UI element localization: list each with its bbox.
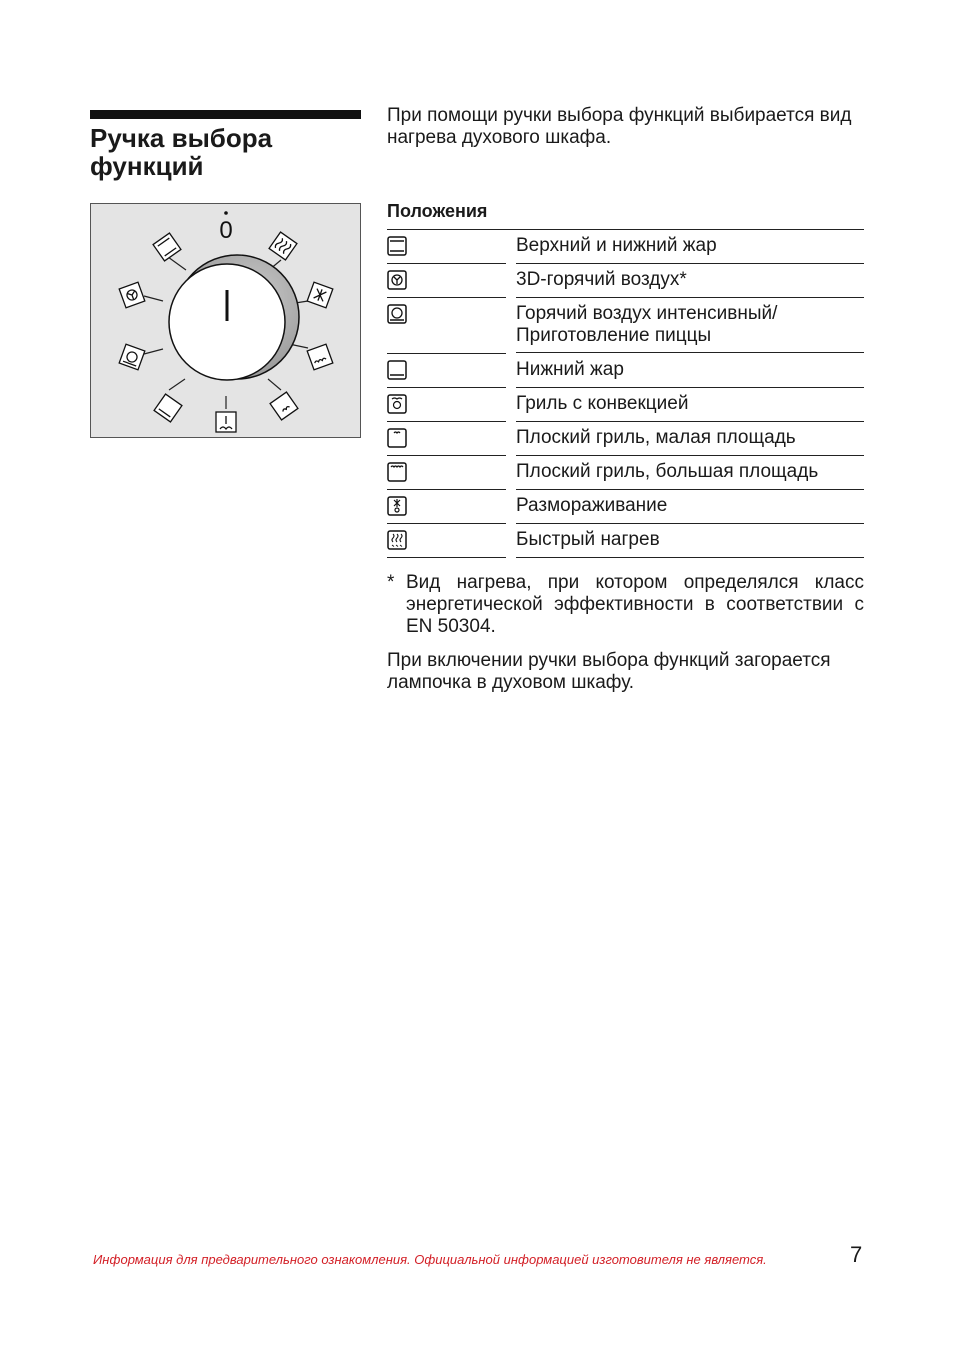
flat-grill-small-icon — [387, 428, 407, 448]
position-row — [387, 264, 864, 298]
dial-hot-air-intensive-icon — [119, 344, 145, 370]
footnote — [387, 572, 864, 638]
position-label: Плоский гриль, малая площадь — [516, 422, 864, 456]
top-bottom-heat-icon — [387, 236, 407, 256]
bottom-heat-icon — [387, 360, 407, 380]
section-title: Ручка выбора функций — [90, 123, 273, 181]
page-number: 7 — [850, 1242, 863, 1267]
position-row — [387, 524, 864, 558]
position-row — [387, 490, 864, 524]
knob-face[interactable] — [169, 264, 285, 380]
footnote-text: Вид нагрева, при котором определялся класс энергетической эффективности в соответствии с EN 50304. — [406, 572, 864, 637]
title-bar — [90, 110, 361, 119]
dial-grill-convection-icon — [216, 412, 236, 432]
dial-3d-hot-air-icon — [119, 282, 145, 308]
position-row — [387, 456, 864, 490]
grill-convection-icon — [387, 394, 407, 414]
position-label: Гриль с конвекцией — [516, 388, 864, 422]
position-label: Горячий воздух интенсивный/ Приготовление пиццы — [516, 298, 864, 353]
3d-hot-air-icon — [387, 270, 407, 290]
dial-rapid-heat-icon — [269, 232, 297, 260]
positions-heading: Положения — [387, 201, 488, 221]
position-label: Быстрый нагрев — [516, 524, 864, 558]
dial-flat-grill-large-icon — [307, 344, 333, 370]
hot-air-intensive-icon — [387, 304, 407, 324]
footer-disclaimer: Информация для предварительного ознакомления. Официальной информацией изготовителя не является. — [93, 1252, 767, 1267]
rapid-heat-icon — [387, 530, 407, 550]
position-row — [387, 422, 864, 456]
dial-flat-grill-small-icon — [270, 392, 298, 420]
position-label: Плоский гриль, большая площадь — [516, 456, 864, 490]
position-row — [387, 354, 864, 388]
dial-zero-mark: 0 — [219, 217, 233, 244]
function-dial-illustration — [90, 203, 361, 438]
dial-defrost-icon — [307, 282, 333, 308]
position-label: 3D-горячий воздух* — [516, 264, 864, 298]
footnote-mark: * — [387, 572, 395, 593]
position-row — [387, 230, 864, 264]
position-row — [387, 298, 864, 354]
flat-grill-large-icon — [387, 462, 407, 482]
position-label: Размораживание — [516, 490, 864, 524]
intro-text: При помощи ручки выбора функций выбирается вид нагрева духового шкафа. — [387, 105, 852, 148]
defrost-icon — [387, 496, 407, 516]
position-row — [387, 388, 864, 422]
dial-bottom-heat-icon — [154, 394, 182, 422]
dial-top-bottom-heat-icon — [153, 233, 181, 261]
closing-text: При включении ручки выбора функций загорается лампочка в духовом шкафу. — [387, 650, 831, 693]
position-label: Нижний жар — [516, 354, 864, 388]
positions-table — [387, 229, 864, 558]
position-label: Верхний и нижний жар — [516, 230, 864, 264]
